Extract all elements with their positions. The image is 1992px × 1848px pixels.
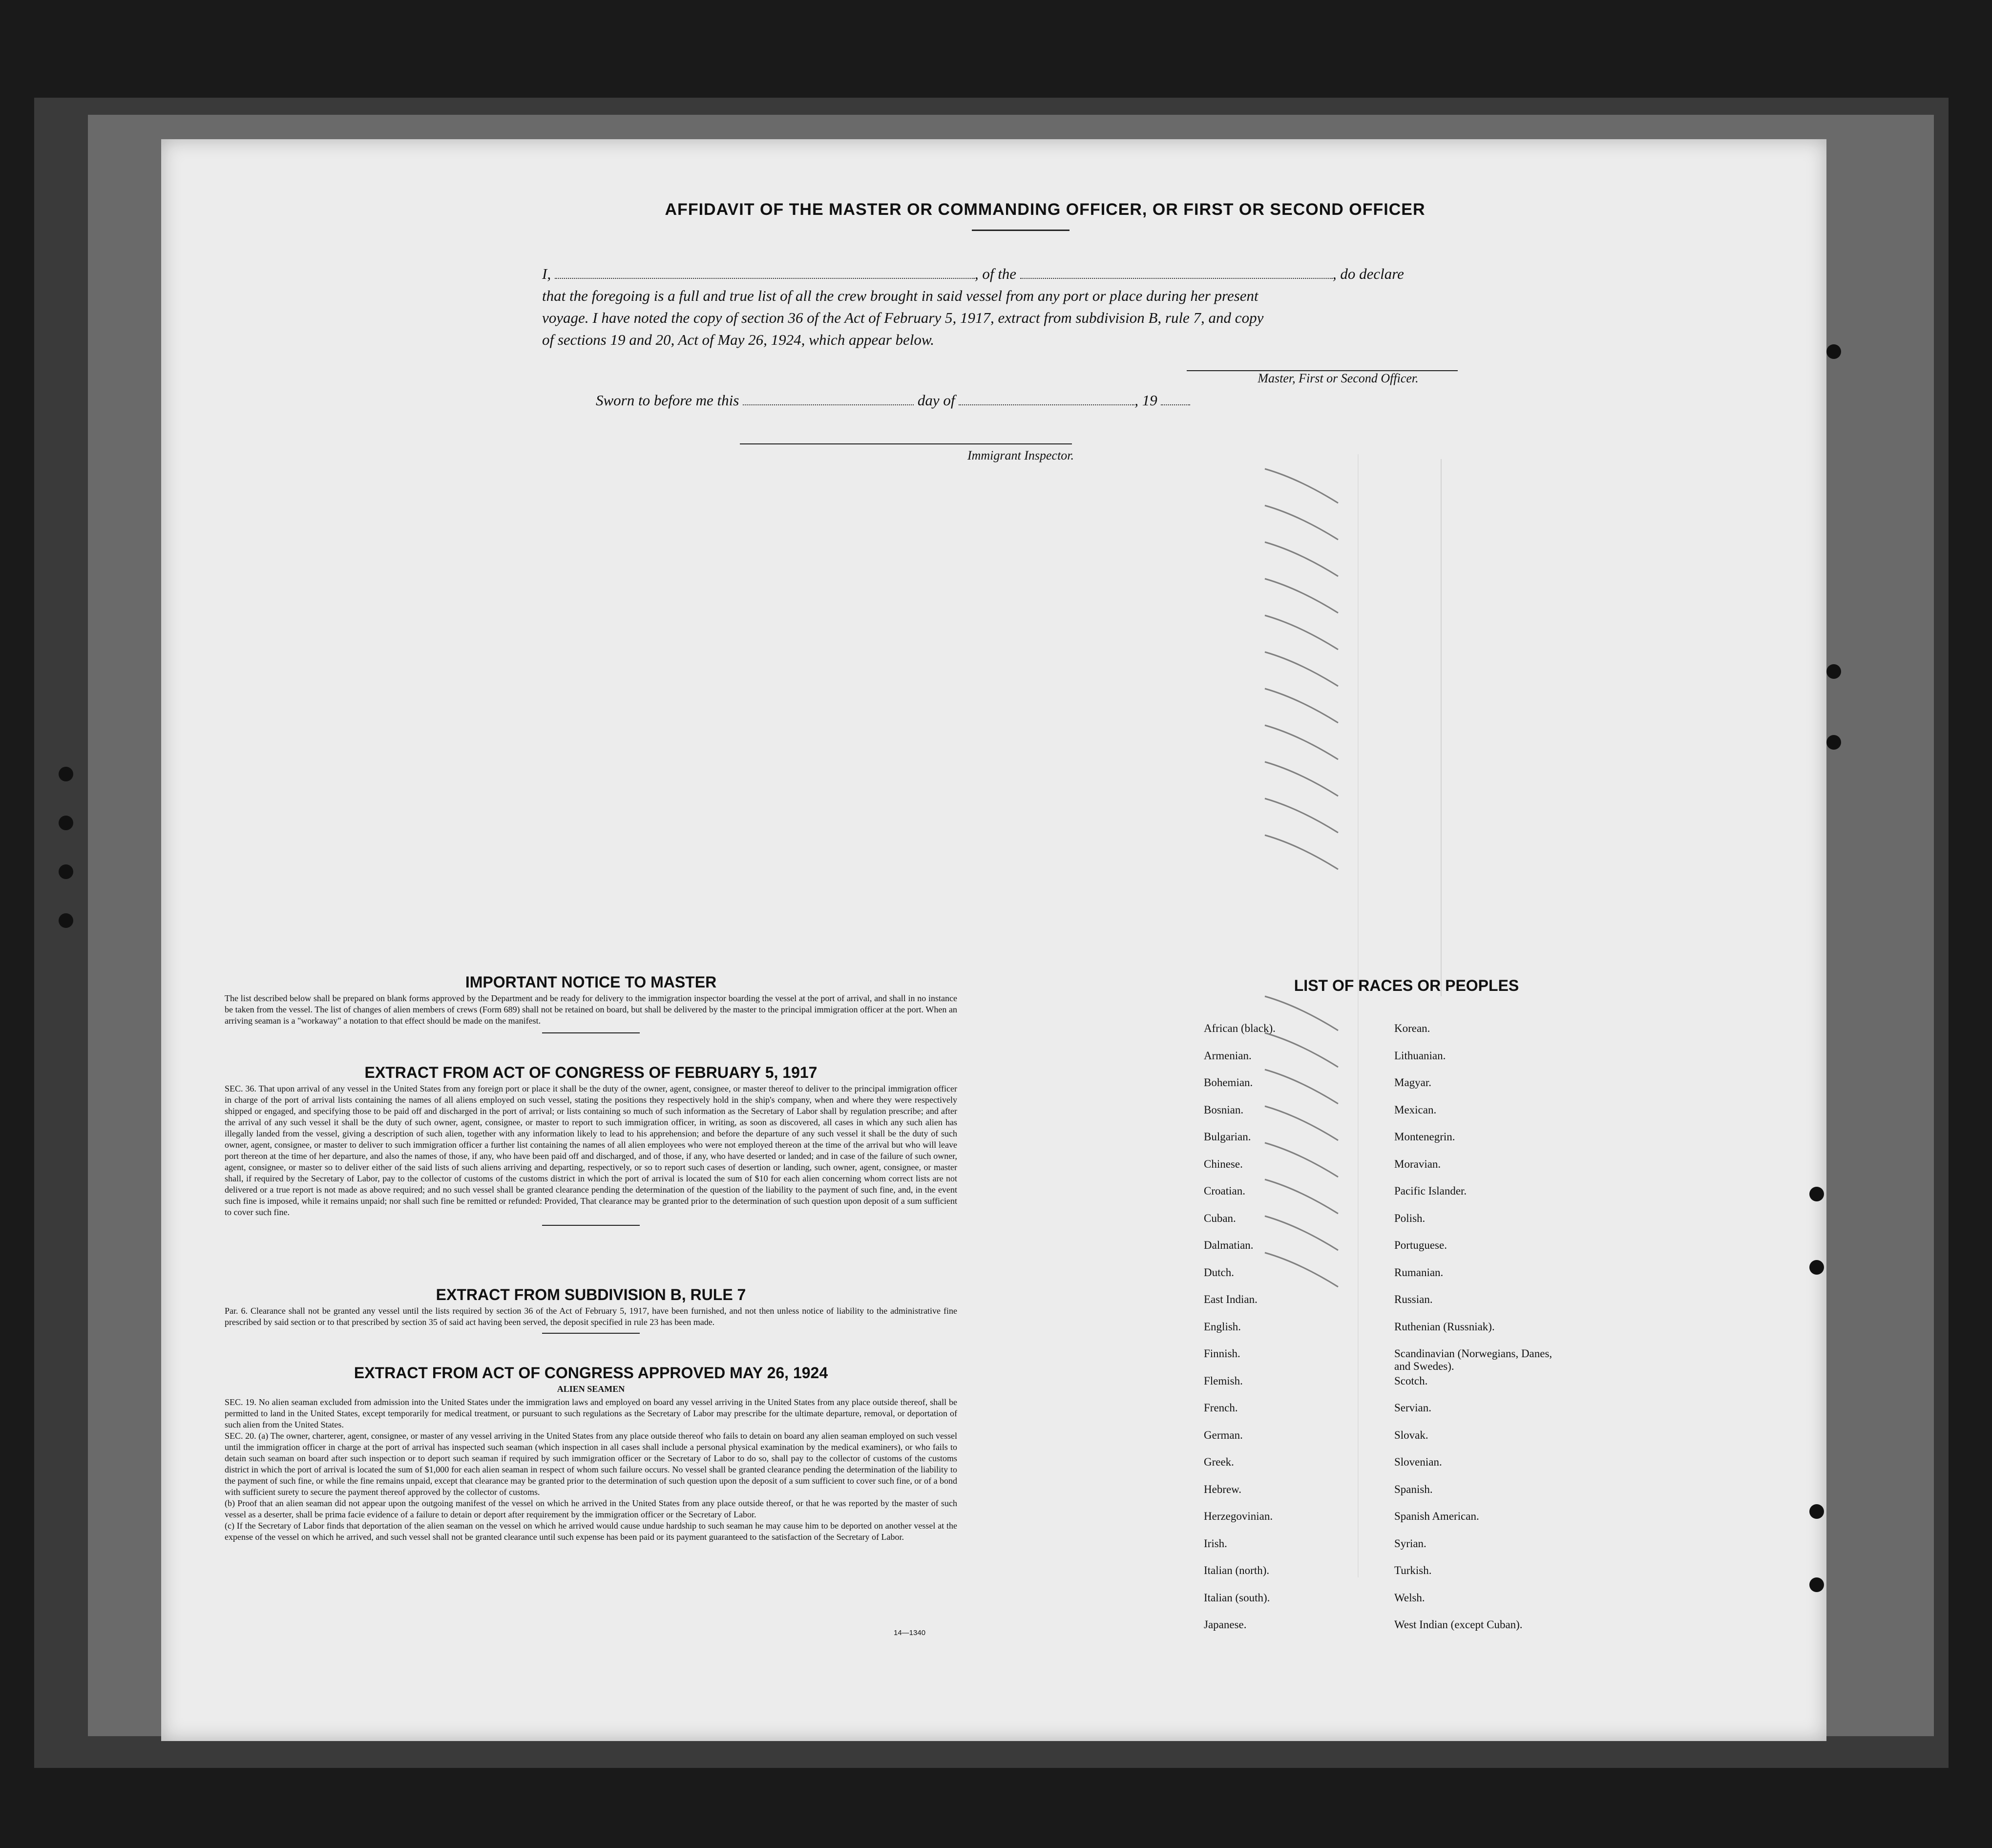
inspector-signature-line — [740, 443, 1072, 444]
inspector-label: Immigrant Inspector. — [967, 448, 1074, 462]
title-rule — [972, 230, 1069, 231]
binder-hole — [1809, 1577, 1824, 1592]
race-item: Moravian. — [1394, 1157, 1441, 1170]
race-item: Bulgarian. — [1204, 1131, 1251, 1143]
race-item: Polish. — [1394, 1212, 1426, 1224]
binder-hole — [1826, 735, 1841, 750]
race-item: Syrian. — [1394, 1537, 1426, 1550]
race-item: Japanese. — [1204, 1618, 1247, 1631]
race-item: Bosnian. — [1204, 1103, 1244, 1116]
binder-hole — [59, 816, 73, 830]
races-title: LIST OF RACES OR PEOPLES — [1294, 977, 1519, 994]
decl-of-the: , of the — [974, 265, 1017, 282]
sec19-text: SEC. 19. No alien seaman excluded from admission into the United States under the immigration laws and employed on board any vessel arriving in the United States from any place outside thereof, shall be permitted to land in the United States, except temporarily for medical treatment, or pursuant to such regulations as the Secretary of Labor may prescribe for the ultimate departure, removal, or deportation of such alien from the United States. — [225, 1397, 957, 1429]
sec20a-text: SEC. 20. (a) The owner, charterer, agent, consignee, or master of any vessel arriving in the United States from any place outside thereof who fails to detain on board any alien seaman employed on such vessel until the immigration officer in charge at the port of arrival has inspected such seaman (which inspection in all cases shall include a personal physical examination by the medical examiners), or who fails to detain such seaman on board after such inspection or to deport such seaman if required by such immigration officer or the Secretary of Labor to do so, shall pay to the collector of customs of the customs district in which the port of arrival is located the sum of $1,000 for each alien seaman in respect of whom such failure occurs. No vessel shall be granted clearance pending the determination of the liability to the payment of such fine, or while the fine remains unpaid, except that clearance may be granted prior to the determination of such question upon the deposit of a sum sufficient to cover such fine, or of a bond with sufficient surety to secure the payment thereof approved by the collector of customs. — [225, 1431, 957, 1497]
race-item: Slovak. — [1394, 1428, 1428, 1441]
affidavit-declaration — [542, 263, 1509, 351]
race-item: Greek. — [1204, 1456, 1234, 1468]
race-item: African (black). — [1204, 1022, 1276, 1034]
notice-text: The list described below shall be prepared on blank forms approved by the Department and be ready for delivery to the immigration inspector boarding the vessel at the port of arrival, and shall in no instance be taken from the vessel. The list of changes of alien members of crews (Form 689) shall not be retained on board, but shall be delivered by the master to the principal immigration officer at the port. When an arriving seaman is a "workaway" a notation to that effect should be made on the manifest. — [225, 993, 957, 1026]
decl-line4: of sections 19 and 20, Act of May 26, 1924, which appear below. — [542, 331, 935, 348]
race-item: Armenian. — [1204, 1049, 1252, 1062]
sworn-year-blank[interactable] — [1161, 404, 1190, 405]
race-item: Servian. — [1394, 1402, 1432, 1414]
race-item: Russian. — [1394, 1293, 1433, 1305]
race-item: Chinese. — [1204, 1157, 1243, 1170]
decl-do-declare: , do declare — [1332, 265, 1404, 282]
race-item: Italian (south). — [1204, 1591, 1270, 1604]
race-item: Dutch. — [1204, 1266, 1234, 1279]
rule7-title: EXTRACT FROM SUBDIVISION B, RULE 7 — [436, 1286, 746, 1303]
sec20b-text: (b) Proof that an alien seaman did not appear upon the outgoing manifest of the vessel on which he arrived in the United States from any place outside thereof, or that he was reported by the master of such vessel as a deserter, shall be prima facie evidence of a failure to detain or deport after requirement by the immigration officer or the Secretary of Labor. — [225, 1498, 957, 1519]
vessel-blank[interactable] — [1020, 278, 1333, 279]
binder-hole — [1826, 664, 1841, 679]
name-blank[interactable] — [555, 278, 975, 279]
binder-hole — [59, 767, 73, 781]
race-item: Magyar. — [1394, 1076, 1432, 1089]
extract-1924-title: EXTRACT FROM ACT OF CONGRESS APPROVED MAY 26, 1924 — [354, 1364, 828, 1382]
race-item: Dalmatian. — [1204, 1239, 1254, 1251]
section-rule — [542, 1032, 640, 1033]
sec20c-text: (c) If the Secretary of Labor finds that deportation of the alien seaman on the vessel on which he arrived would cause undue hardship to such seaman he may cause him to be deported on another vessel at the expense of the vessel on which he arrived, and such vessel shall not be granted clearance until such expense has been paid or its payment guaranteed to the satisfaction of the Secretary of Labor. — [225, 1521, 957, 1542]
race-item: West Indian (except Cuban). — [1394, 1618, 1523, 1631]
race-item: Mexican. — [1394, 1103, 1437, 1116]
extract-1917-text: SEC. 36. That upon arrival of any vessel in the United States from any foreign port or place it shall be the duty of the owner, agent, consignee, or master thereof to deliver to the principal immigration officer in charge of the port of arrival lists containing the names of all aliens employed on such vessel, stating the positions they respectively hold in the ship's company, when and where they were respectively shipped or engaged, and specifying those to be paid off and discharged in the port of arrival; or lists containing so much of such information as the Secretary of Labor shall by regulation prescribe; and after the arrival of any such vessel it shall be the duty of such owner, agent, consignee, or master to report to such immigration officer, in writing, as soon as discovered, all cases in which any such alien has illegally landed from the vessel, giving a description of such alien, together with any information likely to lead to his apprehension; and before the departure of any such vessel it shall be the duty of such owner, agent, consignee, or master to deliver to such immigration officer a further list containing the names of all alien employees who were not employed thereon at the time of the arrival but who will leave port thereon at the time of her departure, and also the names of those, if any, who have been paid off and discharged, and of those, if any, who have deserted or landed; and in case of the failure of such owner, agent, consignee, or master so to deliver either of the said lists of such aliens arriving and departing, respectively, or so to report such cases of desertion or landing, such owner, agent, consignee, or master shall, if required by the Secretary of Labor, pay to the collector of customs of the customs district in which the port of arrival is located the sum of $10 for each alien concerning whom correct lists are not delivered or a true report is not made as above required; and no such vessel shall be granted clearance pending the determination of the question of the liability to the payment of such fine, and, in the event such fine is imposed, while it remains unpaid; nor shall such fine be remitted or refunded: Provided, That clearance may be granted prior to the determination of such question upon deposit of a sum sufficient to cover such fine. — [225, 1084, 957, 1217]
binder-hole — [1809, 1260, 1824, 1275]
sworn-month-blank[interactable] — [959, 404, 1134, 405]
race-item: Rumanian. — [1394, 1266, 1444, 1279]
rule7-section — [225, 1286, 957, 1339]
signature-label: Master, First or Second Officer. — [1258, 371, 1419, 385]
race-item: Lithuanian. — [1394, 1049, 1446, 1062]
race-item: Ruthenian (Russniak). — [1394, 1320, 1495, 1333]
pencil-marks — [1260, 459, 1387, 1573]
form-number: 14—1340 — [894, 1629, 926, 1637]
race-item: Turkish. — [1394, 1564, 1432, 1576]
race-item: East Indian. — [1204, 1293, 1258, 1305]
extract-1917-section — [225, 1064, 957, 1233]
section-rule — [542, 1333, 640, 1334]
notice-section — [225, 973, 957, 1039]
race-item: Bohemian. — [1204, 1076, 1253, 1089]
race-item: Welsh. — [1394, 1591, 1425, 1604]
race-item: Cuban. — [1204, 1212, 1236, 1224]
sworn-day-of: day of — [917, 392, 955, 409]
sworn-line — [596, 392, 1190, 409]
race-item: Herzegovinian. — [1204, 1510, 1273, 1522]
race-item: Korean. — [1394, 1022, 1430, 1034]
sworn-year-prefix: , 19 — [1134, 392, 1157, 409]
decl-line2: that the foregoing is a full and true list of all the crew brought in said vessel from any port or place during her present — [542, 287, 1258, 304]
race-item: Croatian. — [1204, 1185, 1245, 1197]
decl-line3: voyage. I have noted the copy of section 36 of the Act of February 5, 1917, extract from subdivision B, rule 7, and copy — [542, 309, 1264, 326]
race-item: Spanish. — [1394, 1483, 1433, 1495]
race-item: Hebrew. — [1204, 1483, 1242, 1495]
race-item: Italian (north). — [1204, 1564, 1270, 1576]
decl-i: I, — [542, 265, 551, 282]
race-item: English. — [1204, 1320, 1241, 1333]
race-item: French. — [1204, 1402, 1238, 1414]
sworn-text: Sworn to before me this — [596, 392, 739, 409]
race-item: German. — [1204, 1428, 1243, 1441]
binder-hole — [1809, 1504, 1824, 1519]
extract-1917-title: EXTRACT FROM ACT OF CONGRESS OF FEBRUARY 5, 1917 — [364, 1064, 818, 1081]
binder-hole — [59, 864, 73, 879]
binder-hole — [1826, 344, 1841, 359]
race-item: Flemish. — [1204, 1374, 1243, 1387]
section-rule — [542, 1225, 640, 1226]
extract-1924-section — [225, 1364, 957, 1543]
binder-hole — [1809, 1187, 1824, 1201]
extract-1924-subtitle: ALIEN SEAMEN — [557, 1384, 625, 1394]
race-item: Finnish. — [1204, 1347, 1240, 1360]
race-item: Spanish American. — [1394, 1510, 1479, 1522]
notice-title: IMPORTANT NOTICE TO MASTER — [465, 973, 717, 991]
race-item: Montenegrin. — [1394, 1131, 1455, 1143]
race-item: Pacific Islander. — [1394, 1185, 1467, 1197]
binder-hole — [59, 913, 73, 928]
race-item: Scandinavian (Norwegians, Danes, and Swedes). — [1394, 1347, 1552, 1372]
rule7-text: Par. 6. Clearance shall not be granted any vessel until the lists required by section 36 of the Act of February 5, 1917, have been furnished, and not then unless notice of liability to the administrative fine prescribed by said section or to that prescribed by section 35 of said act having been served, the deposit specified in rule 23 has been made. — [225, 1306, 957, 1327]
race-item: Slovenian. — [1394, 1456, 1442, 1468]
affidavit-title: AFFIDAVIT OF THE MASTER OR COMMANDING OFFICER, OR FIRST OR SECOND OFFICER — [665, 200, 1426, 219]
sworn-day-blank[interactable] — [743, 404, 914, 405]
race-item: Scotch. — [1394, 1374, 1428, 1387]
race-item: Irish. — [1204, 1537, 1227, 1550]
race-item: Portuguese. — [1394, 1239, 1447, 1251]
